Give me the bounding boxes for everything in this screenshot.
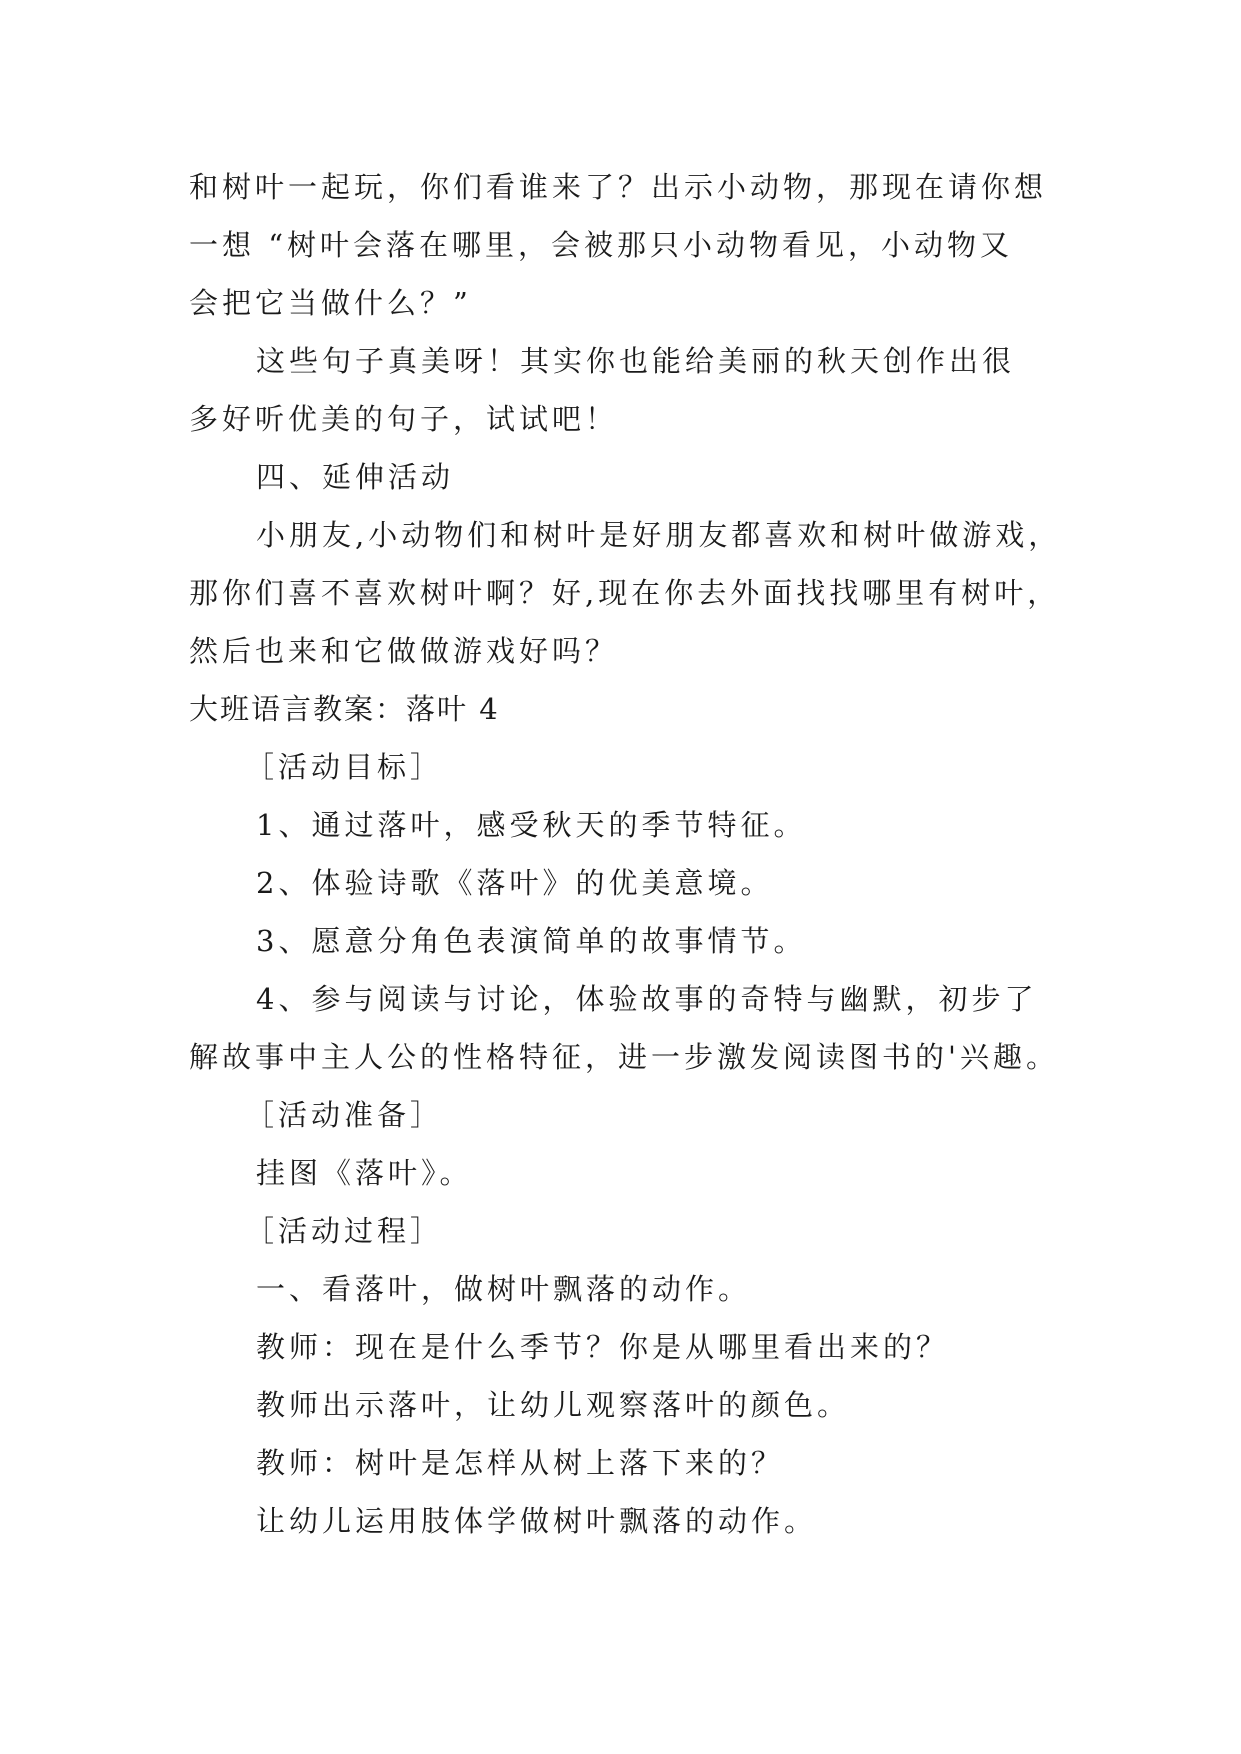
- section-heading: 四、延伸活动: [256, 460, 455, 494]
- section-heading: 一、看落叶，做树叶飘落的动作。: [256, 1272, 752, 1306]
- paragraph-line: 那你们喜不喜欢树叶啊？好,现在你去外面找找哪里有树叶，: [189, 576, 1061, 610]
- section-heading: ［活动目标］: [245, 750, 444, 784]
- document-body: [189, 158, 1062, 1550]
- list-item: 1、通过落叶，感受秋天的季节特征。: [256, 808, 807, 842]
- list-item: 4、参与阅读与讨论，体验故事的奇特与幽默，初步了: [256, 982, 1038, 1016]
- paragraph-line: 小朋友,小动物们和树叶是好朋友都喜欢和树叶做游戏，: [256, 518, 1062, 552]
- lesson-title: 大班语言教案：落叶 4: [189, 692, 500, 726]
- paragraph-line: 教师：现在是什么季节？你是从哪里看出来的？: [256, 1330, 950, 1364]
- paragraph-line: 教师：树叶是怎样从树上落下来的？: [256, 1446, 785, 1480]
- paragraph-line: 然后也来和它做做游戏好吗？: [189, 634, 619, 668]
- paragraph-line: 这些句子真美呀！其实你也能给美丽的秋天创作出很: [256, 344, 1016, 378]
- paragraph-line: 挂图《落叶》。: [256, 1156, 473, 1190]
- section-heading: ［活动过程］: [245, 1214, 444, 1248]
- paragraph-line: 多好听优美的句子，试试吧！: [189, 402, 619, 436]
- paragraph-line: 和树叶一起玩，你们看谁来了？出示小动物，那现在请你想: [189, 170, 1048, 204]
- paragraph-line: 解故事中主人公的性格特征，进一步激发阅读图书的'兴趣。: [189, 1040, 1059, 1074]
- paragraph-line: 会把它当做什么？”: [189, 286, 472, 320]
- paragraph-line: 让幼儿运用肢体学做树叶飘落的动作。: [256, 1504, 818, 1538]
- paragraph-line: 一想 “树叶会落在哪里，会被那只小动物看见，小动物又: [189, 228, 1014, 262]
- list-item: 3、愿意分角色表演简单的故事情节。: [256, 924, 807, 958]
- list-item: 2、体验诗歌《落叶》的优美意境。: [256, 866, 774, 900]
- paragraph-line: 教师出示落叶，让幼儿观察落叶的颜色。: [256, 1388, 851, 1422]
- section-heading: ［活动准备］: [245, 1098, 444, 1132]
